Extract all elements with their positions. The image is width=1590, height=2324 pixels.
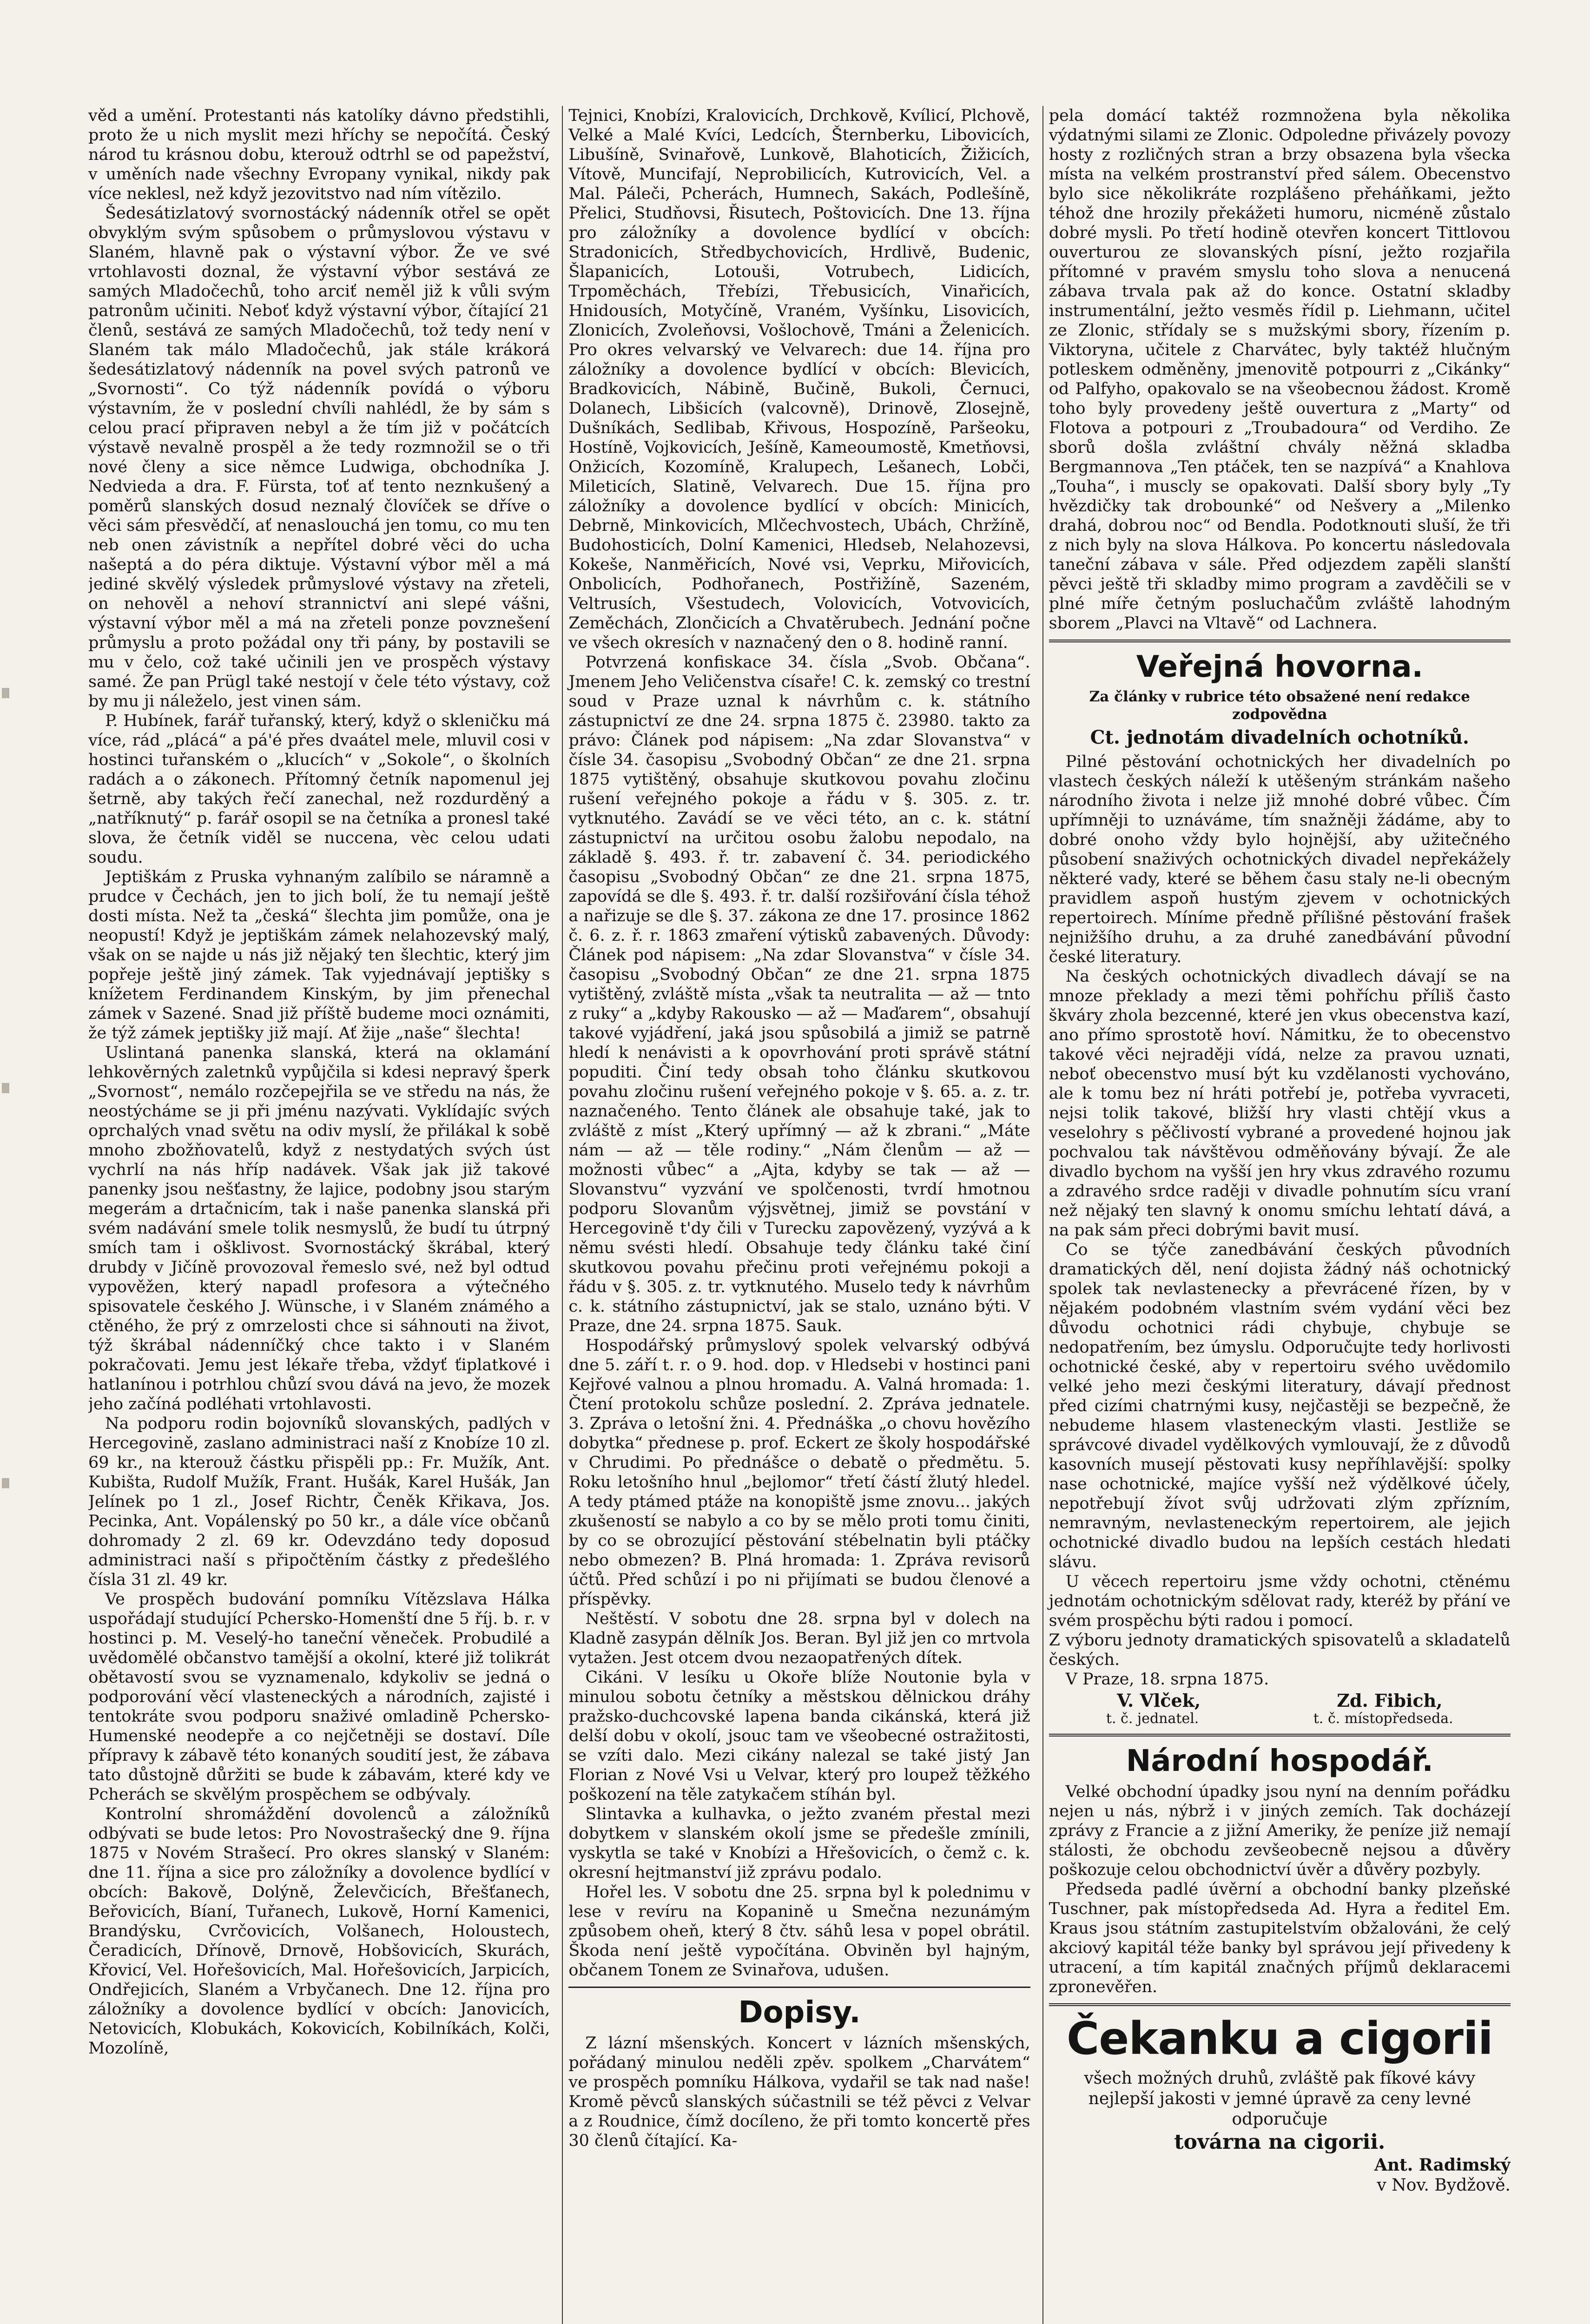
article-paragraph: Velké obchodní úpadky jsou nyní na denním pořádku nejen u nás, nýbrž i v jiných zemích. Tak docházejí zprávy z Francie a z jižní Ameriky, že peníze již nemají stálosti, že obchodu zevšeobecně nejsou a důvěry poškozuje celou obchodnictví úvěr a důvěry pozbyly. <box>1049 1783 1511 1879</box>
article-paragraph: Pilné pěstování ochotnických her divadelních po vlastech českých náleží k utěšeným stránkám našeho národního života i nelze již mnohé dobré vůbec. Čím upřímněji to uznáváme, tím snažněji žádáme, aby to dobré onoho vždy bylo hojnější, aby užitečného působení snaživých ochotnických divadel nepřekážely některé vady, které se během času staly ne-li obecným pravidlem aspoň hustým zjevem v ochotnických repertoirech. Míníme předně přílišné pěstování frašek nejnižšího druhu, a za druhé zanedbávání původní české literatury. <box>1049 753 1511 966</box>
signer-name: Zd. Fibich, <box>1337 1690 1443 1711</box>
advert-title: Čekanku a cigorii <box>1066 2013 1493 2065</box>
advert-factory: továrna na cigorii. <box>1174 2130 1385 2154</box>
article-paragraph: Co se týče zanedbávání českých původních dramatických děl, není dojista žádný náš ochotnický spolek tak nevlastenecky a převrácené řízen, by v nějakém podobném vlastním svém vydání věci bez důvodu ochotnici rádi chybuje, chybuje se nedopatřením, bez úmyslu. Odporučujte tedy horlivosti ochotnické české, aby v repertoiru svého uvědomilo velké jeho mezi českými literatury, dávají přednost před cizími chatrnými kusy, nejčastěji se bezpečně, že nebudeme hlasem vlasteneckým vlasti. Jestliže se správcové divadel vydělkových vymlouvají, že z důvodů kasovních musejí pěstovati kusy nepříhlavější: spolky nase ochotnické, majíce vyšší než výdělkové účely, nepotřebují žívot svůj udržovati zlým zpřízním, nemravným, nevlasteneckým repertoirem, ale jejich ochotnické divadlo budou na lepších cestách hledati slávu. <box>1049 1241 1511 1571</box>
section-subheading: Ct. jednotám divadelních ochotníků. <box>1090 726 1469 748</box>
signer-role: t. č. jednatel. <box>1106 1710 1199 1727</box>
advert-place: v Nov. Bydžově. <box>1377 2176 1511 2195</box>
article-paragraph: Ve prospěch budování pomníku Vítězslava Hálka uspořádají studující Pchersko-Homenští dne 5 říj. b. r. v hostinci p. M. Veselý-ho taneční věneček. Probudilé a uvědomělé občanstvo tamější a okolní, které již tolikrát obětavostí svou se vyznamenalo, kdykoliv se jedná o podporování věcí vlasteneckých a národních, zajisté i tentokráte svou podporu snaživé omladině Pchersko-Humenské neodepře a co nejčetněji se dostaví. Díle přípravy k zábavě této konaných soudití jest, že zábava tato důstojně důržiti se bude k zábavám, které kdy ve Pcherách se skvělým prospěchem se odbývaly. <box>88 1590 550 1804</box>
article-paragraph: U věcech repertoiru jsme vždy ochotni, ctěnému jednotám ochotnickým sdělovat rady, kteréž by přání ve svém prospěchu býti radou i pomocí. <box>1049 1572 1511 1630</box>
article-paragraph: Slintavka a kulhavka, o ježto zvaném přestal mezi dobytkem v slanském okolí jsme se předešle zmínili, vyskytla se také v Knobízi a Hřešovicích, o čemž c. k. okresní hejtmanství již zprávu podalo. <box>568 1805 1030 1882</box>
binding-mark <box>2 1083 9 1093</box>
binding-mark <box>2 688 9 698</box>
article-paragraph: P. Hubínek, farář tuřanský, který, když o skleničku má více, rád „plácá“ a pá'é přes dvaátel mele, mluvil cosi v hostinci tuřanském o „klucích“ v „Sokole“, o školních radách a o zákonech. Přítomný četník napomenul jej šetrně, aby takých řečí zanechal, než rozdurděný a „natříknutý“ p. farář osopil se na četníka a pronesl také slova, že četník viděl se nuccena, vèc celou udati soudu. <box>88 712 550 867</box>
article-paragraph: Tejnici, Knobízi, Kralovicích, Drchkově, Kvílicí, Plchově, Velké a Malé Kvíci, Ledcích, Šternberku, Libovicích, Libušíně, Svinařově, Lunkově, Blahoticích, Žižicích, Vítově, Muncifají, Neprobilicích, Kutrovicích, Vel. a Mal. Páleči, Pcherách, Humnech, Sakách, Podlešíně, Přelici, Studňovsi, Řisutech, Poštovicích. Dne 13. října pro záložníky a dovolence bydlící v obcích: Stradonicích, Středbychovicích, Hrdlivě, Budenic, Šlapanicích, Lotouši, Votrubech, Lidicích, Trpoměchách, Třebízi, Třebusicích, Vinařicích, Hnidousích, Motyčíně, Vraném, Vyšínku, Lisovicích, Zlonicích, Zvoleňovsi, Vošlochově, Tmáni a Želenicích. Pro okres velvarský ve Velvarech: due 14. října pro záložníky a dovolence bydlící v obcích: Blevicích, Bradkovicích, Nábině, Bučině, Bukoli, Černuci, Dolanech, Libšicích (valcovně), Drinově, Zlosejně, Dušníkách, Sedlibab, Křivous, Hospozíně, Paršeoku, Hostíně, Vojkovicích, Ješíně, Kameoumostě, Kmetňovsi, Onžicích, Kozomíně, Kralupech, Lešanech, Lobči, Mileticích, Slatině, Velvarech. Due 15. října pro záložníky a dovolence bydlící v obcích: Minicích, Debrně, Minkovicích, Mlčechvostech, Ubách, Chržíně, Budohosticích, Dolní Kamenici, Hledseb, Nelahozevsi, Kokeše, Nanměřicích, Nové vsi, Veprku, Miřovicích, Onbolicích, Podhořanech, Postřižíně, Sazeném, Veltrusích, Všestudech, Volovicích, Votvovicích, Zeměchách, Zlončicích a Chvatěrubech. Jednání počne ve všech okresích v naznačený den o 8. hodině ranní. <box>568 106 1030 652</box>
column-2 <box>562 106 1030 2324</box>
section-divider <box>1049 640 1511 642</box>
section-heading-dopisy: Dopisy. <box>738 1995 861 2030</box>
section-divider <box>1049 1734 1511 1736</box>
signer-role: t. č. místopředseda. <box>1313 1710 1453 1727</box>
section-divider <box>1049 2003 1511 2006</box>
article-paragraph: Potvrzená konfiskace 34. čísla „Svob. Občana“. Jmenem Jeho Veličenstva císaře! C. k. zemský co trestní soud v Praze uznal k návrhům c. k. státního zástupnictví ze dne 24. srpna 1875 č. 23980. takto za právo: Článek pod nápisem: „Na zdar Slovanstva“ v čísle 34. časopisu „Svobodný Občan“ ze dne 21. srpna 1875 vytištěný, obsahuje skutkovou povahu zločinu rušení veřejného pokoje a řádu v §. 305. z. tr. vytknutého. Zavádí se ve věci této, an c. k. státní zástupnictví na určitou osobu žalobu nepodalo, na základě §. 493. ř. tr. zabavení č. 34. periodického časopisu „Svobodný Občan“ ze dne 21. srpna 1875, zapovídá se dle §. 493. ř. tr. další rozšiřování čísla téhož a nařizuje se dle §. 37. zákona ze dne 17. prosince 1862 č. 6. z. ř. r. 1863 zmaření výtisků zabavených. Důvody: Článek pod nápisem: „Na zdar Slovanstva“ v čísle 34. časopisu „Svobodný Občan“ ze dne 21. srpna 1875 vytištěný, zvláště místa „však ta neutralita — až — tnto z ruky“ a „kdyby Rakousko — až — Maďarem“, obsahují takové vyjádření, jaká jsou spůsobilá a jimiž se patrně hledí k nenávisti a k opovrhování proti správě státní popuditi. Činí tedy obsah toho článku skutkovou povahu zločinu rušení veřejného pokoje v §. 65. a. z. tr. naznačeného. Tento článek ale obsahuje také, jak to zvláště z míst „Který upřímný — až k zbrani.“ „Máte nám — až — těle rodiny.“ „Nám členům — až — možnosti vůbec“ a „Ajta, kdyby se tak — až — Slovanstvu“ vyzvání ve spolčenosti, tvrdí hmotnou podporu Slovanům výjsvětnej, jimiž se povstání v Hercegovině t'dy čili v Turecku zapovězený, vyzývá a k němu svésti hledí. Obsahuje tedy článku také činí skutkovou povahu přečinu proti veřejnému pokoji a řádu v §. 305. z. tr. vytknutého. Muselo tedy k návrhům c. k. státního zástupnictví, jak se stalo, uznáno býti. V Praze, dne 24. srpna 1875. Sauk. <box>568 653 1030 1335</box>
signature-names <box>1049 1691 1511 1710</box>
article-paragraph: Na českých ochotnických divadlech dávají se na mnoze překlady a mezi těmi pohříchu příliš často škváry zhola bezcenné, které jen vkus obecenstva kazí, ano přímo sprostotě hoví. Námitku, že to obecenstvo takové věci nejraději vídá, nelze za pravou uznati, neboť obecenstvo musí být ku vzdělanosti vychováno, ale k tomu bez ní hráti potřebí je, potřeba vyvraceti, nejsi tolik takové, bližší hry vlasti chtějí vkus a veselohry s pěčlivostí vybrané a provedené hojnou jak pochvalou tak návštěvou odměňovány bývají. Že ale divadlo bychom na vyšší jen hry vkus zdravého rozumu a zdravého srdce raději v divadle pohnutím sícu vraní než nějaký ten slavný k onomu smíchu lehtatí dává, a na pak sám přeci dobrými bavit musí. <box>1049 967 1511 1240</box>
article-paragraph: Předseda padlé úvěrní a obchodní banky plzeňské Tuschner, pak místopředseda Ad. Hyra a ředitel Em. Kraus jsou státním zastupitelstvím obžalováni, že celý akciový kapitál téže banky byl správou její přivedeny k utracení, a tím kapitál značných příjmů deklaracemi zpronevěřen. <box>1049 1880 1511 1996</box>
binding-mark <box>2 1478 9 1488</box>
article-paragraph: Neštěstí. V sobotu dne 28. srpna byl v dolech na Kladně zasypán dělník Jos. Beran. Byl již jen co mrtvola vytažen. Jest otcem dvou nezaopatřených dítek. <box>568 1610 1030 1667</box>
section-divider <box>568 1987 1030 1988</box>
column-1 <box>88 106 550 2324</box>
article-paragraph: Kontrolní shromáždění dovolenců a záložníků odbývati se bude letos: Pro Novostrašecký dne 9. října 1875 v Novém Strašecí. Pro okres slanský v Slaném: dne 11. října a sice pro záložníky a dovolence bydlící v obcích: Bakově, Dolýně, Želevčicích, Břešťanech, Beřovicích, Bíaní, Tuřanech, Lukově, Horní Kamenici, Brandýsku, Cvrčovicích, Volšanech, Holoustech, Čeradicích, Dřínově, Drnově, Hobšovicích, Skurách, Křovicí, Vel. Hořešovicích, Mal. Hořešovicích, Jarpicích, Ondřejicích, Slaném a Vrbyčanech. Dne 12. října pro záložníky a dovolence bydlící v obcích: Janovicích, Netovicích, Klobukách, Kokovicích, Kobilníkách, Kolči, Mozolíně, <box>88 1805 550 2058</box>
article-paragraph: pela domácí taktéž rozmnožena byla několika výdatnými silami ze Zlonic. Odpoledne přivázely povozy hosty z rozličných stran a brzy obsazena byla všecka místa na velkém prostranství před sálem. Obecenstvo bylo sice několikráte rozplášeno přeháňkami, ježto téhož dne hrozily překážeti humoru, nicméně zůstalo dobré mysli. Po třetí hodině otevřen koncert Tittlovou ouverturou ze slovanských písní, ježto rozjařila přítomné v pravém smyslu toho slova a nenucená zábava trvala pak až do konce. Ostatní skladby instrumentální, ježto vesměs řídil p. Liehmann, učitel ze Zlonic, střídaly se s mužskými sbory, řízením p. Viktoryna, učitele z Charvátec, byly taktéž hlučným potleskem odměněny, jmenovitě potpourri z „Cikánky“ od Palfyho, opakovalo se na všeobecnou žádost. Kromě toho byly provedeny ještě ouvertura z „Marty“ od Flotova a potpouri z „Troubadoura“ od Verdiho. Ze sborů došla zvláštní chvály něžná skladba Bergmannova „Ten ptáček, ten se nazpívá“ a Knahlova „Touha“, i muscly se opakovati. Další sbory byly „Ty hvězdičky tak drobounké“ od Nešvery a „Milenko drahá, dobrou noc“ od Bendla. Podotknouti sluší, že tři z nich byly na slova Hálkova. Po koncertu následovala taneční zábava v sále. Před odjezdem zapěli slanští pěvci ještě tři skladby mimo program a zavděčili se v plné míře četným posluchačům zvláště lahodným sborem „Plavci na Vltavě“ od Lachnera. <box>1049 106 1511 633</box>
article-paragraph: Z lázní mšenských. Koncert v lázních mšenských, pořádaný minulou neděli zpěv. spolkem „Charvátem“ ve prospěch pomníku Hálkova, vydařil se tak nad naše! Kromě pěvců slanských súčastnili se též pěvci z Velvar a z Roudnice, čímž docíleno, že při tomto koncertě přes 30 členů čítající. Ka- <box>568 2034 1030 2150</box>
text-columns <box>88 106 1511 2324</box>
advert-text: všech možných druhů, zvláště pak fíkové kávy nejlepší jakosti v jemné úpravě za ceny levné odporučuje <box>1084 2069 1476 2129</box>
signature-place: V Praze, 18. srpna 1875. <box>1065 1670 1269 1689</box>
signature-roles <box>1049 1710 1511 1727</box>
article-paragraph: Uslintaná panenka slanská, která na oklamání lehkověrných zaletnků vypůjčila si kdesi nepravý šperk „Svornost“, nemálo rozčepejřila se ve středu na nás, že neostýcháme se ji při jménu nazývati. Vyklídajíc svých oprchalých vnad světu na odiv myslí, že přilákal k sobě mnoho zbožňovatelů, když z nestydatých svých úst vychrlí na nás hříp nadávek. Však jak již takové panenky jsou nešťastny, že lajice, podobny jsou starým megerám a drtačnicím, tak i naše panenka slanská při svém nadávání smele tolik nesmyslů, že budí tu útrpný smích tam i ošklivost. Svornostácký škrábal, který drubdy v Jičíně provozoval řemeslo své, než byl odtud vypověžen, který napadl profesora a výtečného spisovatele českého J. Wünsche, i v Slaném známého a ctěného, že prý z omrzelosti chce si sáhnouti na život, týž škrábal nádenníčký chce takto i v Slaném pokračovati. Jemu jest lékaře třeba, vždyť ťiplatkové i hatlanínou i potrhlou chůzí svou dává na jevo, že mozek jeho začíná podléhati vrtohlavosti. <box>88 1043 550 1413</box>
article-paragraph: Cikáni. V lesíku u Okoře blíže Noutonie byla v minulou sobotu četníky a městskou dělnickou dráhy pražsko-duchcovské lapena banda cikánská, která již delší dobu v okolí, jsouc tam ve všeobecné ostražitosti, se vzíti dalo. Mezi cikány nalezal se také jistý Jan Florian z Nové Vsi u Velvar, který pro loupež těžkého poškození na těle zatykačem stíhán byl. <box>568 1668 1030 1804</box>
signer-name: V. Vlček, <box>1117 1690 1201 1711</box>
section-note: Za články v rubrice této obsažené není redakce zodpovědna <box>1089 688 1470 723</box>
advert-owner: Ant. Radimský <box>1374 2155 1511 2175</box>
section-heading-hospodar: Národní hospodář. <box>1126 1744 1433 1778</box>
article-paragraph: Šedesátizlatový svornostácký nádenník otřel se opět obvyklým svým spůsobem o průmyslovou výstavu v Slaném, hlavně pak o výstavní výbor. Že ve své vrtohlavosti doznal, že výstavní výbor sestává ze samých Mladočechů, toho arciť neměl již k vůli svým patronům učiniti. Neboť když výstavní výbor, čítající 21 členů, sestává ze samých Mladočechů, tož tedy není v Slaném tak málo Mladočechů, jak stále krákorá šedesátizlatový nádenník na povel svých patronů ve „Svornosti“. Co týž nádenník povídá o výboru výstavním, že v poslední chvíli nahlédl, že by sám s celou prací připraven nebyl a že tím již v počátcích výstavě nevalně prospěl a že tedy rozmnožil se o tři nové členy a sice němce Ludwiga, obchodníka J. Nedvieda a dra. F. Fürsta, toť ať tento neznkušený a poměrů slanských dosud neznalý človíček se dříve o věci sám přesvědčí, ať nenaslouchá jen tomu, co mu ten neb onen závistník a nepřítel dobré věci do ucha našeptá a do péra diktuje. Výstavní výbor měl a má jediné skvělý výsledek průmyslové výstavy na zřeteli, on nehověl a nehoví strannictví ani slepé vášni, výstavní výbor měl a má na zřeteli ponze povznešení průmyslu a proto požádal ony tři pány, by postavili se mu v čelo, což také učinili jen ve prospěch výstavy samé. Že pan Prügl také nestojí v čele této výstavy, což by mu ji náleželo, jest vinen sám. <box>88 204 550 711</box>
signature-intro: Z výboru jednoty dramatických spisovatelů a skladatelů českých. <box>1049 1631 1511 1669</box>
article-paragraph: Hospodářský průmyslový spolek velvarský odbývá dne 5. září t. r. o 9. hod. dop. v Hledsebi v hostinci pani Kejřové valnou a plnou hromadu. A. Valná hromada: 1. Čtení protokolu schůze poslední. 2. Zpráva jednatele. 3. Zpráva o letošní žni. 4. Přednáška „o chovu hovězího dobytka“ přednese p. prof. Eckert ze školy hospodářské v Chrudimi. Po přednášce o debatě o předmětu. 5. Roku letošního hnul „bejlomor“ třetí částí žlutý hledel. A tedy ptámed ptáže na konopiště jsme znovu... jakých zkušeností se nabylo a co by se mělo proti tomu činiti, by co se obrozující pěstování stébelnatin byli ptáčky nebo obmezen? B. Plná hromada: 1. Zpráva revisorů účtů. Před schůzí i po ni přijímati se budou členové a příspěvky. <box>568 1336 1030 1609</box>
article-paragraph: Na podporu rodin bojovníků slovanských, padlých v Hercegovině, zaslano administraci naší z Knobíze 10 zl. 69 kr., na kterouž částku přispěli pp.: Fr. Mužík, Ant. Kubišta, Rudolf Mužík, Frant. Hušák, Karel Hušák, Jan Jelínek po 1 zl., Josef Richtr, Čeněk Křikava, Jos. Pecinka, Ant. Vopálenský po 50 kr., a dále více občanů dohromady 2 zl. 69 kr. Odevzdáno tedy doposud administraci naší s připočtěním částky z předešlého čísla 31 zl. 49 kr. <box>88 1414 550 1589</box>
section-heading-hovorna: Veřejná hovorna. <box>1136 650 1423 684</box>
article-paragraph: Jeptiškám z Pruska vyhnaným zalíbilo se náramně a prudce v Čechách, jen to jich bolí, že tu nemají ještě dosti místa. Než ta „česká“ šlechta jim pomůže, ona je neopustí! Když je jeptiškám zámek nelahozevský malý, však on se najde u nás již nějaký ten šlechtic, který jim popřeje ještě jiný zámek. Tak vyjednávají jeptišky s knížetem Ferdinandem Kinským, by jim přenechal zámek v Sazené. Snad již příště budeme moci oznámiti, že týž zámek jeptišky již mají. Ať žije „naše“ šlechta! <box>88 868 550 1043</box>
article-paragraph: věd a umění. Protestanti nás katolíky dávno předstihli, proto že u nich myslit mezi hříchy se nepočítá. Český národ tu krásnou dobu, kterouž odtrhl se od papežství, v uměních nade všechny Evropany vynikal, nikdy pak více neklesl, než když jezovitstvo nad ním vítězilo. <box>88 106 550 203</box>
article-paragraph: Hořel les. V sobotu dne 25. srpna byl k polednimu v lese v revíru na Kopanině u Smečna nezunámým způsobem oheň, který 8 čtv. sáhů lesa v popel obrátil. Škoda není ještě vypočítána. Obviněn byl hajným, občanem Tonem ze Svinařova, udušen. <box>568 1883 1030 1980</box>
column-3 <box>1042 106 1511 2324</box>
